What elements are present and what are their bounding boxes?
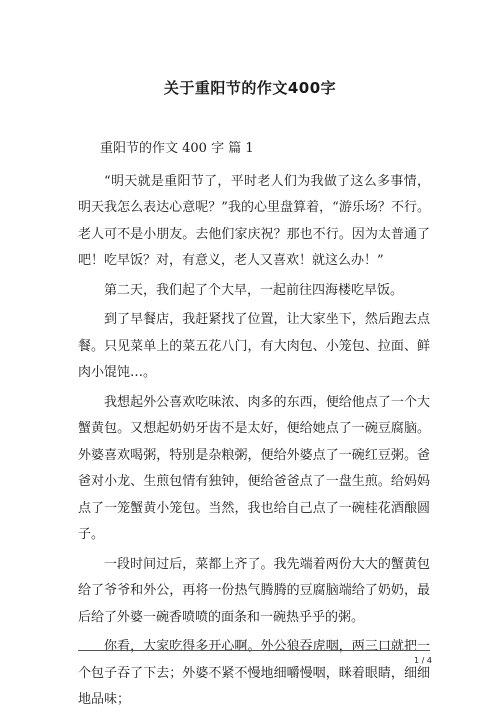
page-number: 1 / 4 [414,656,432,665]
paragraph: 第二天，我们起了个大早，一起前往四海楼吃早饭。 [104,282,404,298]
paragraph: “明天就是重阳节了，平时老人们为我做了这么多事情，明天我怎么表达心意呢？”我的心里盘算着，“游乐场？不行。老人可不是小朋友。去他们家庆祝？那也不行。因为太普通了吧！吃早饭？对，有意义，老人又喜欢！就这么办！” [78,173,430,268]
document-body [78,136,430,717]
paragraph: 到了早餐店，我赶紧找了位置，让大家坐下，然后跑去点餐。只见菜单上的菜五花八门，有大肉包、小笼包、拉面、鲜肉小馄饨…。 [78,312,430,380]
section-subheading: 重阳节的作文 400 字 篇 1 [100,141,254,156]
paragraph: 一段时间过后，菜都上齐了。我先端着两份大大的蟹黄包给了爷爷和外公，再将一份热气腾腾的豆腐脑端给了奶奶，最后给了外婆一碗香喷喷的面条和一碗热乎乎的粥。 [78,556,430,625]
paragraph: 我想起外公喜欢吃味浓、肉多的东西，便给他点了一个大蟹黄包。又想起奶奶牙齿不是太好，便给她点了一碗豆腐脑。外婆喜欢喝粥，特别是杂粮粥，便给外婆点了一碗红豆粥。爸爸对小龙、生煎包情有独钟，便给爸爸点了一盘生煎。给妈妈点了一笼蟹黄小笼包。当然，我也给自己点了一碗桂花酒酿圆子。 [78,394,430,542]
footer-divider [78,650,430,651]
document-title: 关于重阳节的作文400字 [163,79,337,97]
paragraph: 你看，大家吃得多开心啊。外公狼吞虎咽，两三口就把一个包子吞了下去；外婆不紧不慢地细嚼慢咽，眯着眼睛，细细地品味； [78,639,430,707]
